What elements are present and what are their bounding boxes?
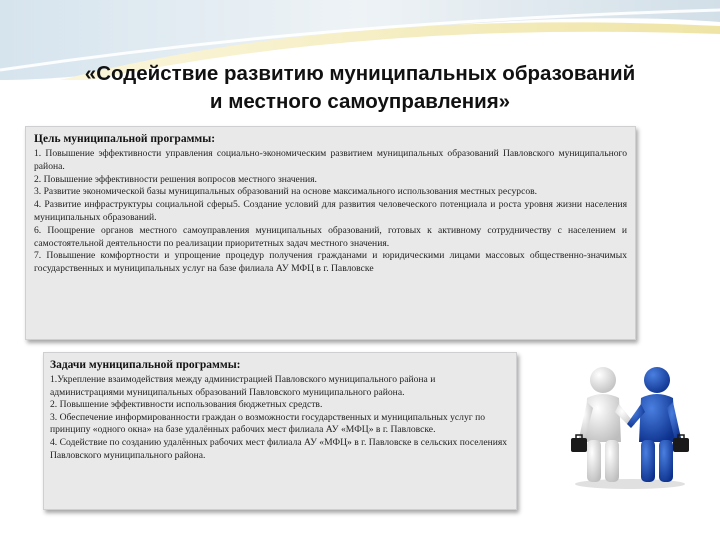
tasks-panel xyxy=(43,352,517,510)
task-item-4: 4. Содействие по созданию удалённых рабочих мест филиала АУ «МФЦ» в г. Павловске в сельских поселениях Павловского муниципального района. xyxy=(50,436,508,461)
task-item-3: 3. Обеспечение информированности граждан о возможности государственных и муниципальных услуг по принципу «одного окна» на базе удалённых рабочих мест филиала АУ «МФЦ» в г. Павловске. xyxy=(50,411,486,436)
slide-title xyxy=(30,60,690,116)
goal-item-3: 3. Развитие экономической базы муниципальных образований на основе максимального использования местных ресурсов. xyxy=(34,186,538,198)
task-item-2: 2. Повышение эффективности использования бюджетных средств. xyxy=(50,399,323,411)
goal-item-5: 6. Поощрение органов местного самоуправления муниципальных образований, готовых к активному сотрудничеству с населением и самостоятельной деятельности по реализации приоритетных задач местного значения. xyxy=(34,224,627,249)
slide-title-line1: «Содействие развитию муниципальных образований xyxy=(84,62,636,85)
goals-heading: Цель муниципальной программы: xyxy=(34,133,216,145)
tasks-heading: Задачи муниципальной программы: xyxy=(50,359,241,371)
goal-item-4: 4. Развитие инфраструктуры социальной сферы5. Создание условий для развития человеческого потенциала и роста уровня жизни населения муниципальных образований. xyxy=(34,199,627,223)
slide-title-line2: и местного самоуправления» xyxy=(209,90,511,113)
handshake-figures-icon xyxy=(565,360,695,490)
goal-item-1: 1. Повышение эффективности управления социально-экономическим развитием муниципальных образований Павловского муниципального района. xyxy=(34,148,627,172)
task-item-1: 1.Укрепление взаимодействия между администрацией Павловского муниципального района и администрациями муниципальных образований Павловского муниципального района. xyxy=(50,374,436,398)
goal-item-2: 2. Повышение эффективности решения вопросов местного значения. xyxy=(34,173,317,185)
goals-panel xyxy=(25,126,636,340)
goal-item-6: 7. Повышение комфортности и упрощение процедур получения гражданами и юридическими лицами массовых общественно-значимых государственных и муниципальных услуг на базе филиала АУ МФЦ в г. Павловске xyxy=(34,250,627,275)
